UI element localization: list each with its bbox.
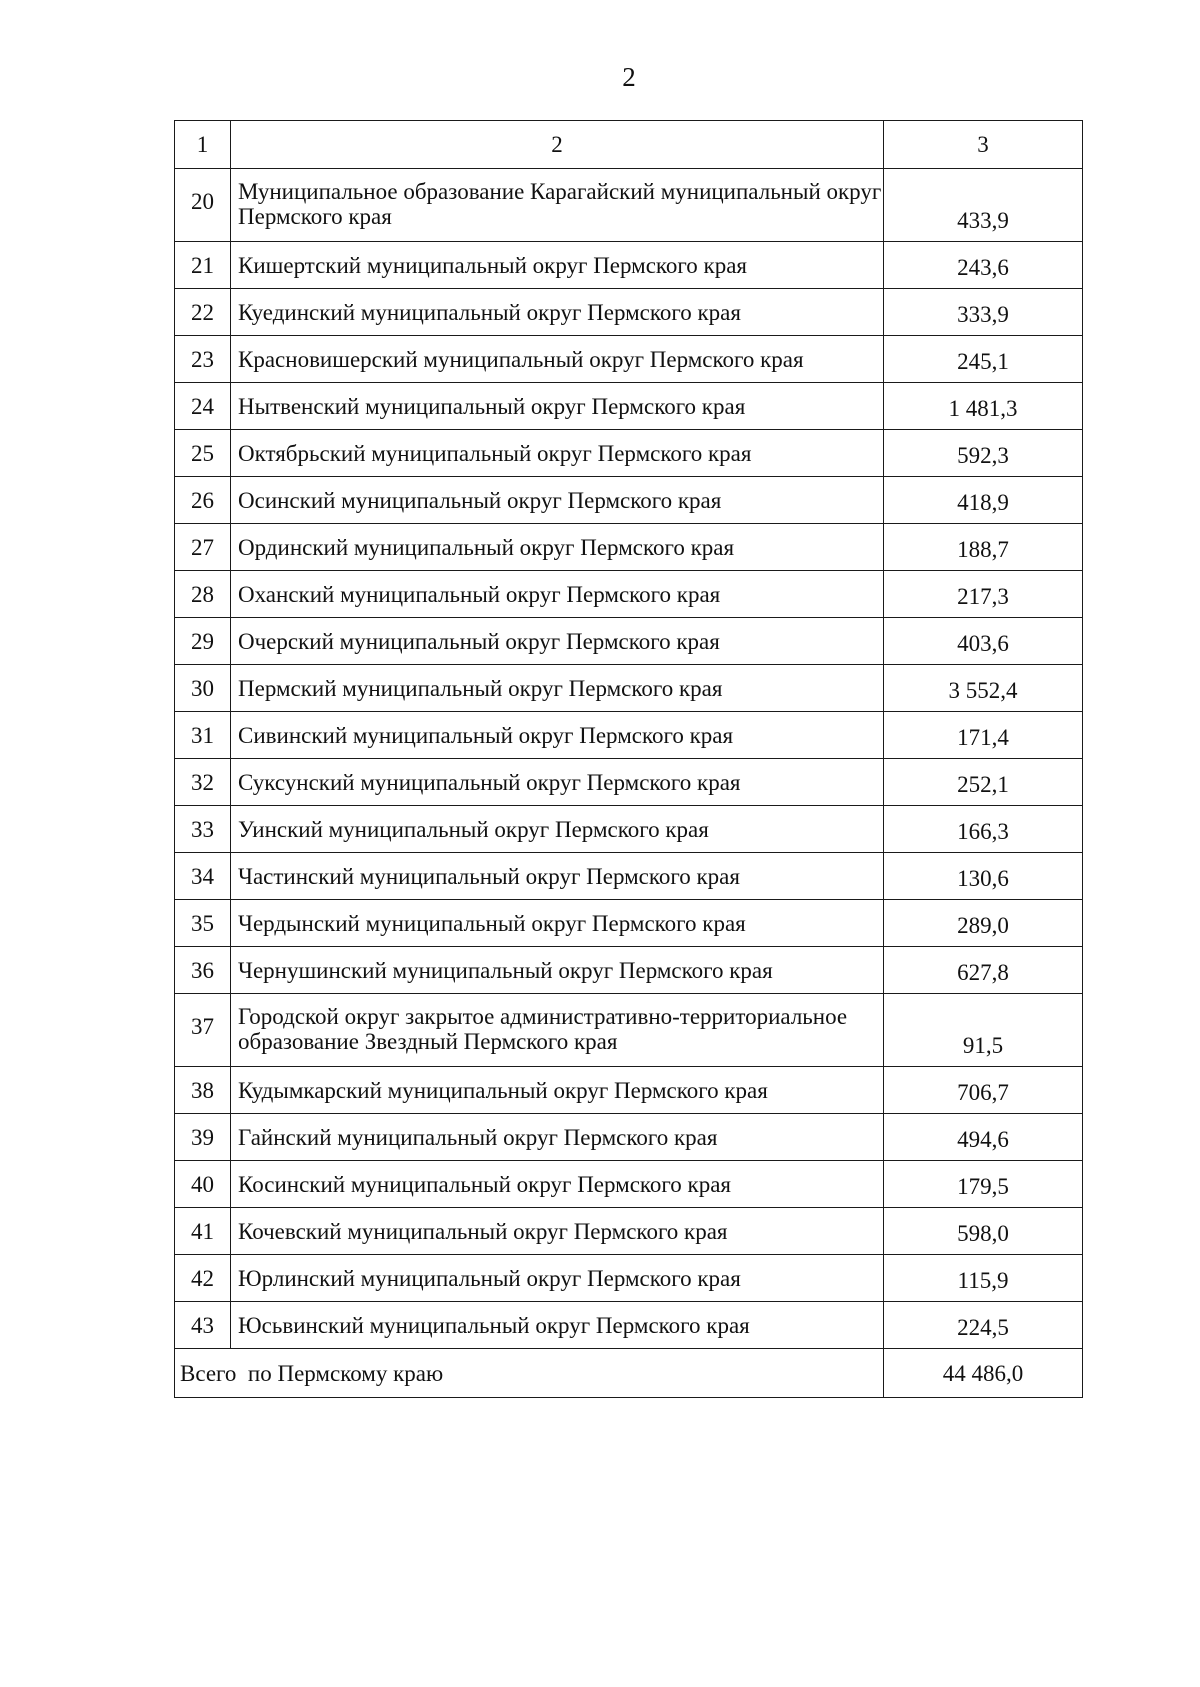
table-row	[175, 1208, 1083, 1255]
row-number-cell: 31	[175, 712, 231, 759]
amount-cell: 245,1	[884, 336, 1083, 383]
row-number-cell: 21	[175, 242, 231, 289]
row-number-cell: 42	[175, 1255, 231, 1302]
municipality-name-cell: Сивинский муниципальный округ Пермского края	[231, 712, 884, 759]
municipality-name-cell: Суксунский муниципальный округ Пермского края	[231, 759, 884, 806]
row-number-cell: 36	[175, 947, 231, 994]
table-row	[175, 712, 1083, 759]
municipality-name-cell: Уинский муниципальный округ Пермского края	[231, 806, 884, 853]
amount-cell: 433,9	[884, 169, 1083, 242]
table-row	[175, 242, 1083, 289]
row-number-cell: 32	[175, 759, 231, 806]
amount-cell: 403,6	[884, 618, 1083, 665]
municipality-name-cell: Красновишерский муниципальный округ Пермского края	[231, 336, 884, 383]
municipality-name-cell: Кишертский муниципальный округ Пермского края	[231, 242, 884, 289]
amount-cell: 418,9	[884, 477, 1083, 524]
row-number-cell: 39	[175, 1114, 231, 1161]
municipality-name-cell: Оханский муниципальный округ Пермского края	[231, 571, 884, 618]
municipality-name-cell: Кочевский муниципальный округ Пермского края	[231, 1208, 884, 1255]
amount-cell: 333,9	[884, 289, 1083, 336]
row-number-cell: 35	[175, 900, 231, 947]
table-row	[175, 947, 1083, 994]
table-row	[175, 477, 1083, 524]
municipality-name-cell: Очерский муниципальный округ Пермского края	[231, 618, 884, 665]
amount-cell: 130,6	[884, 853, 1083, 900]
table-row	[175, 383, 1083, 430]
row-number-cell: 43	[175, 1302, 231, 1349]
header-cell-value: 3	[884, 121, 1083, 169]
municipality-name-cell: Городской округ закрытое административно-территориальное образование Звездный Пермского края	[231, 994, 884, 1067]
total-row	[175, 1349, 1083, 1398]
row-number-cell: 27	[175, 524, 231, 571]
page-number: 2	[622, 62, 636, 92]
header-cell-name: 2	[231, 121, 884, 169]
row-number-cell: 22	[175, 289, 231, 336]
amount-cell: 115,9	[884, 1255, 1083, 1302]
municipality-name-cell: Муниципальное образование Карагайский муниципальный округ Пермского края	[231, 169, 884, 242]
row-number-cell: 29	[175, 618, 231, 665]
row-number-cell: 40	[175, 1161, 231, 1208]
municipality-name-cell: Пермский муниципальный округ Пермского края	[231, 665, 884, 712]
amount-cell: 598,0	[884, 1208, 1083, 1255]
table-row	[175, 1114, 1083, 1161]
row-number-cell: 28	[175, 571, 231, 618]
amount-cell: 494,6	[884, 1114, 1083, 1161]
table-row	[175, 806, 1083, 853]
row-number-cell: 30	[175, 665, 231, 712]
amount-cell: 243,6	[884, 242, 1083, 289]
amount-cell: 3 552,4	[884, 665, 1083, 712]
municipality-name-cell: Чердынский муниципальный округ Пермского края	[231, 900, 884, 947]
amount-cell: 592,3	[884, 430, 1083, 477]
amount-cell: 706,7	[884, 1067, 1083, 1114]
amount-cell: 91,5	[884, 994, 1083, 1067]
table-row	[175, 665, 1083, 712]
table-row	[175, 994, 1083, 1067]
municipality-name-cell: Осинский муниципальный округ Пермского края	[231, 477, 884, 524]
table-row	[175, 169, 1083, 242]
municipality-name-cell: Ординский муниципальный округ Пермского края	[231, 524, 884, 571]
amount-cell: 179,5	[884, 1161, 1083, 1208]
row-number-cell: 23	[175, 336, 231, 383]
table-row	[175, 618, 1083, 665]
municipality-name-cell: Косинский муниципальный округ Пермского края	[231, 1161, 884, 1208]
table-row	[175, 1255, 1083, 1302]
header-cell-number: 1	[175, 121, 231, 169]
amount-cell: 224,5	[884, 1302, 1083, 1349]
table-row	[175, 1161, 1083, 1208]
municipality-name-cell: Юрлинский муниципальный округ Пермского края	[231, 1255, 884, 1302]
municipality-name-cell: Куединский муниципальный округ Пермского края	[231, 289, 884, 336]
table-row	[175, 524, 1083, 571]
amount-cell: 166,3	[884, 806, 1083, 853]
municipality-name-cell: Частинский муниципальный округ Пермского края	[231, 853, 884, 900]
table-row	[175, 853, 1083, 900]
municipality-name-cell: Октябрьский муниципальный округ Пермского края	[231, 430, 884, 477]
table-row	[175, 1067, 1083, 1114]
row-number-cell: 34	[175, 853, 231, 900]
municipality-name-cell: Нытвенский муниципальный округ Пермского края	[231, 383, 884, 430]
allocation-table	[174, 120, 1083, 1398]
table-row	[175, 430, 1083, 477]
row-number-cell: 38	[175, 1067, 231, 1114]
row-number-cell: 20	[175, 169, 231, 242]
total-amount-cell: 44 486,0	[884, 1349, 1083, 1398]
municipality-name-cell: Юсьвинский муниципальный округ Пермского края	[231, 1302, 884, 1349]
municipality-name-cell: Кудымкарский муниципальный округ Пермского края	[231, 1067, 884, 1114]
amount-cell: 217,3	[884, 571, 1083, 618]
table-row	[175, 759, 1083, 806]
row-number-cell: 25	[175, 430, 231, 477]
row-number-cell: 37	[175, 994, 231, 1067]
row-number-cell: 33	[175, 806, 231, 853]
municipality-name-cell: Чернушинский муниципальный округ Пермского края	[231, 947, 884, 994]
amount-cell: 1 481,3	[884, 383, 1083, 430]
amount-cell: 627,8	[884, 947, 1083, 994]
amount-cell: 289,0	[884, 900, 1083, 947]
table-row	[175, 289, 1083, 336]
amount-cell: 171,4	[884, 712, 1083, 759]
total-label-cell: Всего по Пермскому краю	[175, 1349, 884, 1398]
amount-cell: 188,7	[884, 524, 1083, 571]
table-row	[175, 336, 1083, 383]
table-header-row	[175, 121, 1083, 169]
table-row	[175, 571, 1083, 618]
row-number-cell: 41	[175, 1208, 231, 1255]
table-row	[175, 900, 1083, 947]
amount-cell: 252,1	[884, 759, 1083, 806]
municipality-name-cell: Гайнский муниципальный округ Пермского края	[231, 1114, 884, 1161]
row-number-cell: 26	[175, 477, 231, 524]
table-row	[175, 1302, 1083, 1349]
row-number-cell: 24	[175, 383, 231, 430]
